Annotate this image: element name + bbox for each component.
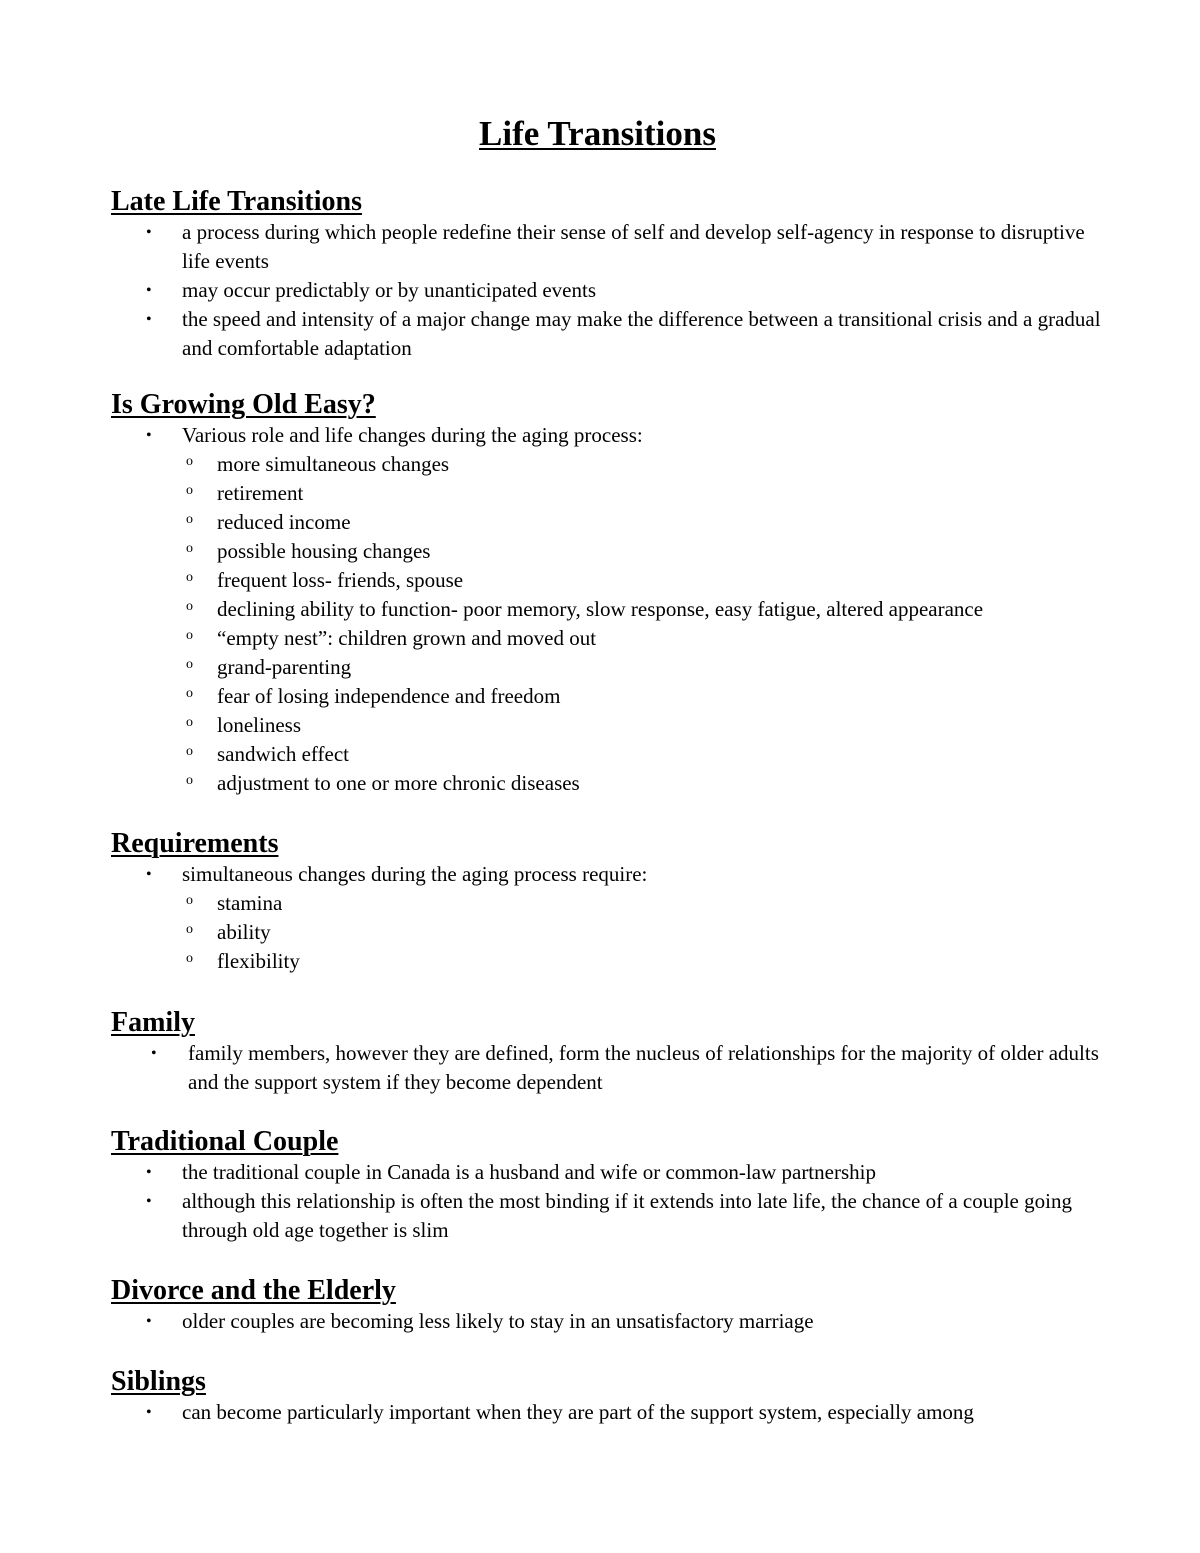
circle-bullet-icon: o: [186, 744, 193, 759]
sub-list-item: o declining ability to function- poor memory, slow response, easy fatigue, altered appearance: [186, 597, 984, 621]
list-item: • older couples are becoming less likely to stay in an unsatisfactory marriage: [111, 1307, 1101, 1336]
section-heading: Family: [111, 1007, 195, 1038]
circle-bullet-icon: o: [186, 922, 193, 937]
sub-list-item: o “empty nest”: children grown and moved out: [186, 626, 597, 650]
sub-list-item: o ability: [186, 920, 271, 944]
list-item: • simultaneous changes during the aging process require: o stamina o ability o flexibility: [111, 860, 1101, 976]
bullet-icon: •: [146, 224, 152, 241]
section-heading: Traditional Couple: [111, 1126, 339, 1157]
list-item: • the traditional couple in Canada is a husband and wife or common-law partnership: [111, 1158, 1101, 1187]
section-traditional-couple: [111, 1126, 1101, 1245]
section-divorce-and-the-elderly: [111, 1275, 1101, 1336]
circle-bullet-icon: o: [186, 686, 193, 701]
list-item: • although this relationship is often the most binding if it extends into late life, the chance of a couple going through old age together is slim: [146, 1189, 1072, 1242]
bullet-list: [111, 1039, 1101, 1097]
section-heading: Is Growing Old Easy?: [111, 389, 376, 420]
list-item: • a process during which people redefine their sense of self and develop self-agency in response to disruptive life events: [146, 220, 1085, 273]
bullet-list: [111, 421, 1101, 798]
bullet-icon: •: [146, 282, 152, 299]
sub-list-item: o sandwich effect: [186, 742, 349, 766]
bullet-icon: •: [146, 1164, 152, 1181]
list-item: • family members, however they are defined, form the nucleus of relationships for the majority of older adults and the support system if they become dependent: [151, 1041, 1099, 1094]
bullet-list: [111, 1158, 1101, 1245]
list-item: • the speed and intensity of a major change may make the difference between a transitional crisis and a gradual and comfortable adaptation: [146, 307, 1101, 360]
section-heading: Requirements: [111, 828, 279, 859]
section-is-growing-old-easy: [111, 389, 1101, 798]
circle-bullet-icon: o: [186, 570, 193, 585]
circle-bullet-icon: o: [186, 657, 193, 672]
page-title: Life Transitions: [479, 114, 716, 153]
circle-bullet-icon: o: [186, 951, 193, 966]
bullet-list: [111, 860, 1101, 976]
section-family: [111, 1007, 1101, 1097]
bullet-icon: •: [151, 1045, 157, 1062]
sub-list-item: o possible housing changes: [186, 539, 431, 563]
circle-bullet-icon: o: [186, 512, 193, 527]
bullet-icon: •: [146, 1313, 152, 1330]
bullet-icon: •: [146, 866, 152, 883]
circle-bullet-icon: o: [186, 773, 193, 788]
sub-list-item: o loneliness: [186, 713, 301, 737]
bullet-icon: •: [146, 1193, 152, 1210]
sub-bullet-list: [182, 889, 1101, 976]
circle-bullet-icon: o: [186, 454, 193, 469]
sub-list-item: o grand-parenting: [186, 655, 352, 679]
section-heading: Siblings: [111, 1366, 206, 1397]
sub-list-item: o frequent loss- friends, spouse: [186, 568, 464, 592]
sub-bullet-list: [182, 450, 1101, 798]
sub-list-item: o fear of losing independence and freedom: [186, 684, 561, 708]
section-late-life-transitions: [111, 186, 1101, 363]
list-item: • may occur predictably or by unanticipated events: [111, 276, 1101, 305]
bullet-icon: •: [146, 311, 152, 328]
section-heading: Divorce and the Elderly: [111, 1275, 396, 1306]
bullet-list: [111, 1307, 1101, 1336]
bullet-icon: •: [146, 427, 152, 444]
circle-bullet-icon: o: [186, 599, 193, 614]
sub-list-item: o retirement: [186, 481, 304, 505]
sub-list-item: o stamina: [186, 891, 283, 915]
sub-list-item: o more simultaneous changes: [186, 452, 450, 476]
circle-bullet-icon: o: [186, 628, 193, 643]
bullet-list: [111, 1398, 1101, 1427]
sub-list-item: o adjustment to one or more chronic diseases: [186, 771, 580, 795]
circle-bullet-icon: o: [186, 893, 193, 908]
circle-bullet-icon: o: [186, 541, 193, 556]
section-requirements: [111, 828, 1101, 976]
list-item: • Various role and life changes during the aging process: o more simultaneous changes o retirement o reduced income o possible housing changes o frequent loss- friends, spouse o declining ability to function- poor memory, slow response, easy fatigue, altered appearance o “empty nest”: children grown and moved out o grand-parenting o fear of losing independence and freedom o loneliness o sandwich effect o adjustment to one or more chronic diseases: [111, 421, 1101, 798]
list-item: • can become particularly important when they are part of the support system, especially among: [111, 1398, 1101, 1427]
section-heading: Late Life Transitions: [111, 186, 362, 217]
bullet-icon: •: [146, 1404, 152, 1421]
bullet-list: [111, 218, 1101, 363]
circle-bullet-icon: o: [186, 715, 193, 730]
circle-bullet-icon: o: [186, 483, 193, 498]
section-siblings: [111, 1366, 1101, 1427]
sub-list-item: o flexibility: [186, 949, 300, 973]
sub-list-item: o reduced income: [186, 510, 351, 534]
